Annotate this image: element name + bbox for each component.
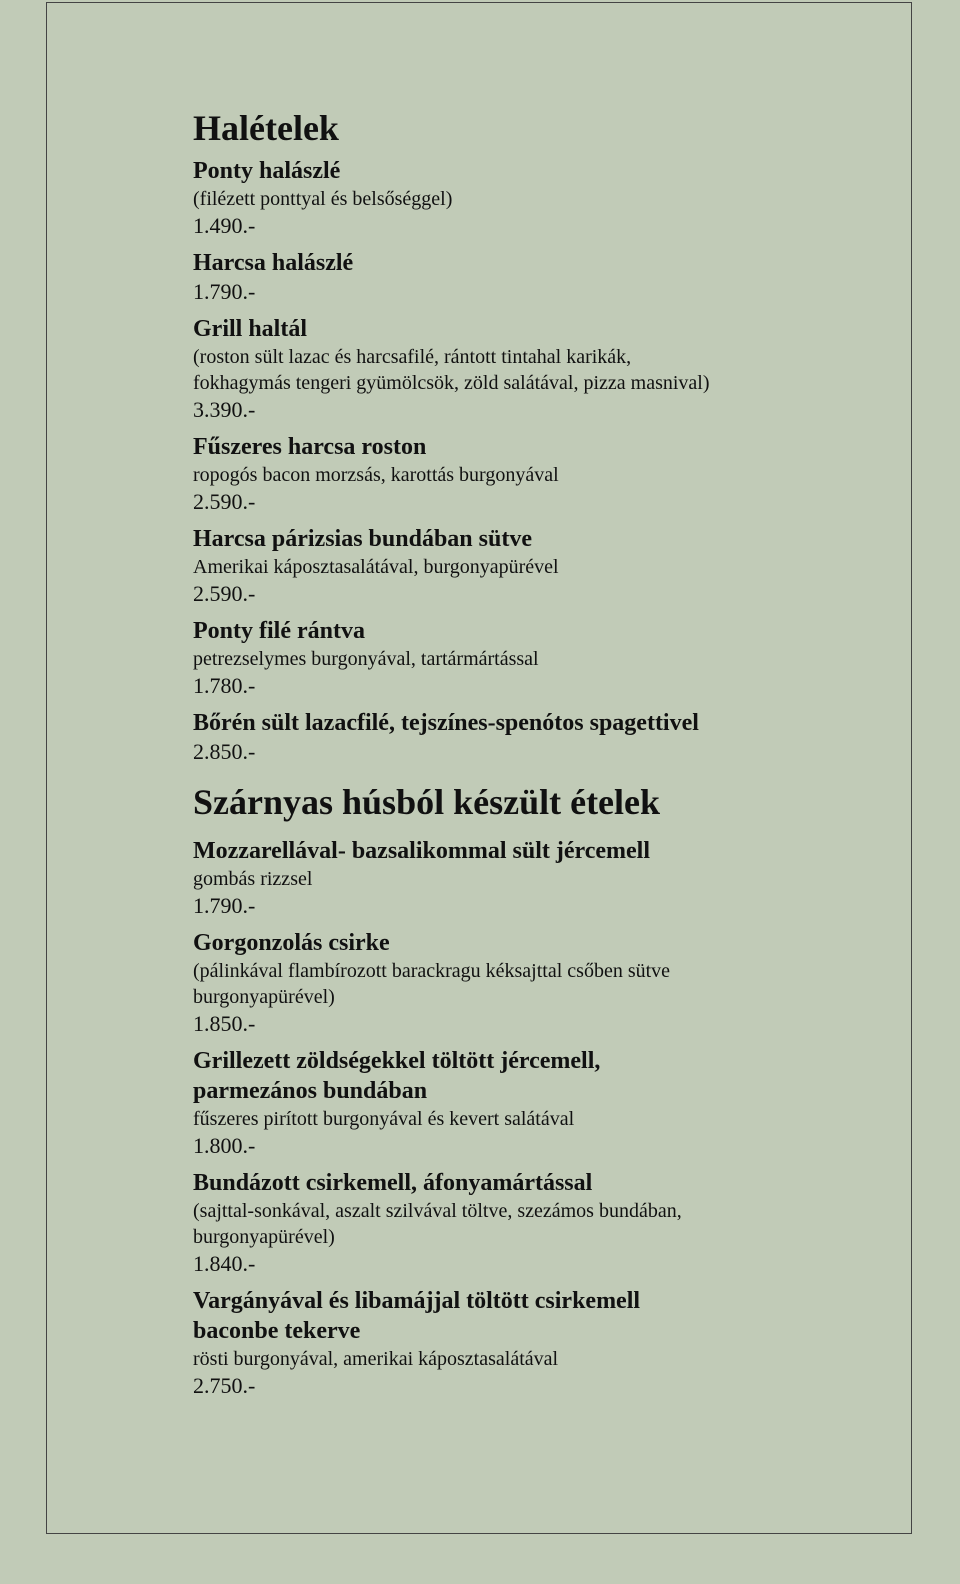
- dish-price: 1.850.-: [193, 1011, 256, 1036]
- dish-price: 1.790.-: [193, 279, 256, 304]
- menu-item: [193, 616, 893, 700]
- dish-description: (filézett ponttyal és belsőséggel): [193, 188, 453, 210]
- dish-name: Vargányával és libamájjal töltött csirkemell: [193, 1288, 641, 1314]
- dish-price: 2.590.-: [193, 489, 256, 514]
- dish-name: Bőrén sült lazacfilé, tejszínes-spenótos spagettivel: [193, 710, 699, 736]
- dish-price: 1.780.-: [193, 673, 256, 698]
- menu-content: [193, 100, 893, 1408]
- dish-description: petrezselymes burgonyával, tartármártással: [193, 648, 539, 670]
- dish-name: Ponty filé rántva: [193, 618, 365, 644]
- menu-item: [193, 836, 893, 920]
- dish-name: parmezános bundában: [193, 1078, 428, 1104]
- menu-item: [193, 248, 893, 306]
- dish-description: fokhagymás tengeri gyümölcsök, zöld salátával, pizza masnival): [193, 372, 710, 394]
- dish-price: 3.390.-: [193, 397, 256, 422]
- dish-price: 1.790.-: [193, 893, 256, 918]
- dish-price: 2.850.-: [193, 739, 256, 764]
- section-title: Szárnyas húsból készült ételek: [193, 782, 661, 822]
- dish-name: Grill haltál: [193, 316, 307, 342]
- menu-item: [193, 314, 893, 424]
- dish-description: gombás rizzsel: [193, 868, 313, 890]
- dish-description: fűszeres pirított burgonyával és kevert salátával: [193, 1108, 575, 1130]
- dish-description: (sajttal-sonkával, aszalt szilvával töltve, szezámos bundában,: [193, 1200, 682, 1222]
- dish-name: Harcsa halászlé: [193, 250, 354, 276]
- dish-name: Bundázott csirkemell, áfonyamártással: [193, 1170, 593, 1196]
- dish-name: Grillezett zöldségekkel töltött jércemell,: [193, 1048, 601, 1074]
- menu-item: [193, 1168, 893, 1278]
- dish-price: 1.490.-: [193, 213, 256, 238]
- dish-description: rösti burgonyával, amerikai káposztasalátával: [193, 1348, 559, 1370]
- dish-description: burgonyapürével): [193, 986, 335, 1008]
- dish-name: baconbe tekerve: [193, 1318, 361, 1344]
- dish-description: burgonyapürével): [193, 1226, 335, 1248]
- menu-item: [193, 1046, 893, 1160]
- menu-item: [193, 432, 893, 516]
- dish-description: ropogós bacon morzsás, karottás burgonyával: [193, 464, 559, 486]
- menu-item: [193, 156, 893, 240]
- dish-name: Harcsa párizsias bundában sütve: [193, 526, 532, 552]
- menu-item: [193, 708, 893, 766]
- dish-price: 2.750.-: [193, 1373, 256, 1398]
- menu-item: [193, 928, 893, 1038]
- dish-price: 1.800.-: [193, 1133, 256, 1158]
- dish-name: Fűszeres harcsa roston: [193, 434, 427, 460]
- dish-name: Ponty halászlé: [193, 158, 341, 184]
- dish-name: Mozzarellával- bazsalikommal sült jércemell: [193, 838, 650, 864]
- dish-price: 2.590.-: [193, 581, 256, 606]
- section-title: Halételek: [193, 108, 339, 148]
- dish-description: (pálinkával flambírozott barackragu kéksajttal csőben sütve: [193, 960, 671, 982]
- menu-item: [193, 524, 893, 608]
- dish-price: 1.840.-: [193, 1251, 256, 1276]
- menu-item: [193, 1286, 893, 1400]
- dish-name: Gorgonzolás csirke: [193, 930, 390, 956]
- dish-description: Amerikai káposztasalátával, burgonyapürével: [193, 556, 559, 578]
- dish-description: (roston sült lazac és harcsafilé, rántott tintahal karikák,: [193, 346, 632, 368]
